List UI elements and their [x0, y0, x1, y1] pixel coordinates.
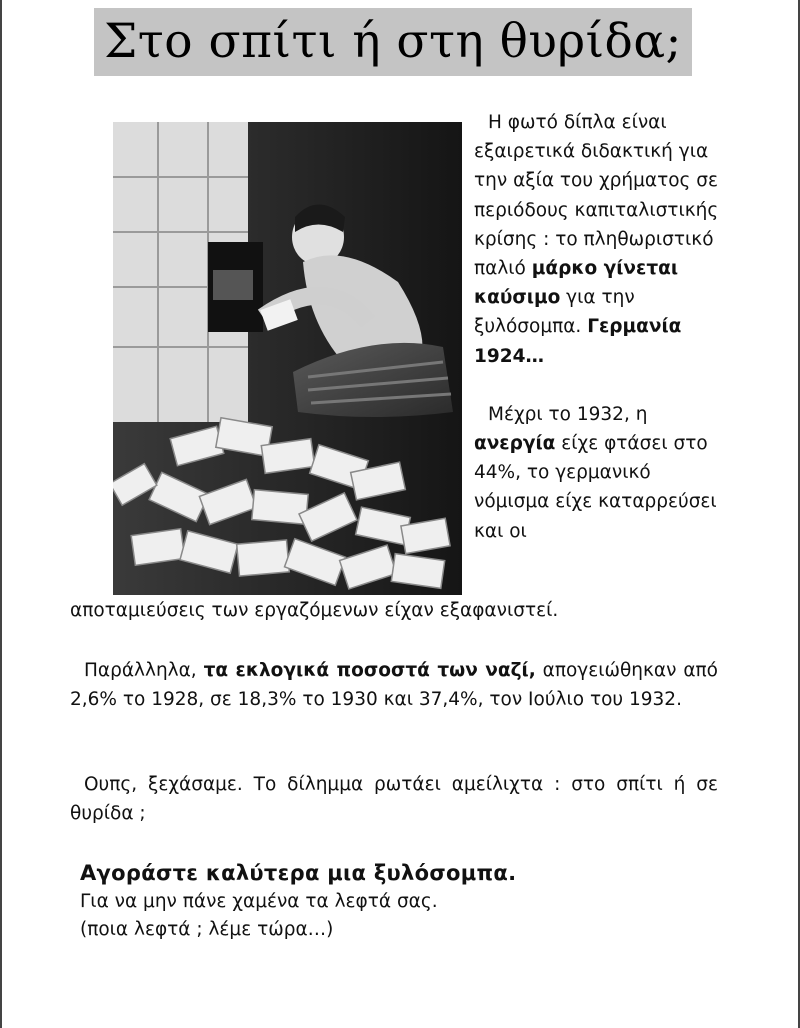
- unemployment-text-2: είχε φτάσει στο 44%, το γερμανικό νόμισμα είχε καταρρεύσει και οι: [474, 433, 717, 542]
- historical-photo: [113, 122, 462, 595]
- nazi-votes-text: Παράλληλα,: [84, 660, 204, 681]
- intro-text-2: για την ξυλόσομπα.: [474, 287, 635, 338]
- intro-bold-mark: μάρκο γίνεται καύσιμο: [474, 258, 679, 309]
- closing-line-2: (ποια λεφτά ; λέμε τώρα…): [80, 919, 334, 940]
- side-text-column: [474, 108, 729, 546]
- dilemma-text: Ουπς, ξεχάσαμε. Το δίλημμα ρωτάει αμείλιχτα : στο σπίτι ή σε θυρίδα ;: [70, 774, 718, 824]
- closing-headline: Αγοράστε καλύτερα μια ξυλόσομπα.: [80, 861, 517, 885]
- unemployment-bold: ανεργία: [474, 433, 556, 455]
- paragraph-nazi-votes: [70, 656, 718, 714]
- intro-bold-germany: Γερμανία 1924…: [474, 316, 682, 367]
- page-border-left: [0, 0, 2, 1028]
- woman-burning-money-photo-icon: [113, 122, 462, 595]
- nazi-votes-bold: τα εκλογικά ποσοστά των ναζί,: [203, 660, 536, 681]
- intro-text: Η φωτό δίπλα είναι εξαιρετικά διδακτική για την αξία του χρήματος σε περιόδους καπιταλιστικής κρίσης : το πληθωριστικό παλιό: [474, 112, 719, 280]
- paragraph-unemployment-continued: αποταμιεύσεις των εργαζόμενων είχαν εξαφανιστεί.: [70, 600, 559, 621]
- nazi-votes-text-2: απογειώθηκαν από 2,6% το 1928, σε 18,3% το 1930 και 37,4%, τον Ιούλιο του 1932.: [70, 660, 718, 710]
- paragraph-unemployment: [474, 400, 729, 546]
- page-title: Στο σπίτι ή στη θυρίδα;: [94, 8, 692, 76]
- paragraph-intro: [474, 108, 729, 371]
- closing-line-1: Για να μην πάνε χαμένα τα λεφτά σας.: [80, 891, 438, 912]
- paragraph-dilemma: [70, 770, 718, 828]
- closing-block: [80, 858, 720, 944]
- unemployment-text: Μέχρι το 1932, η: [488, 403, 648, 425]
